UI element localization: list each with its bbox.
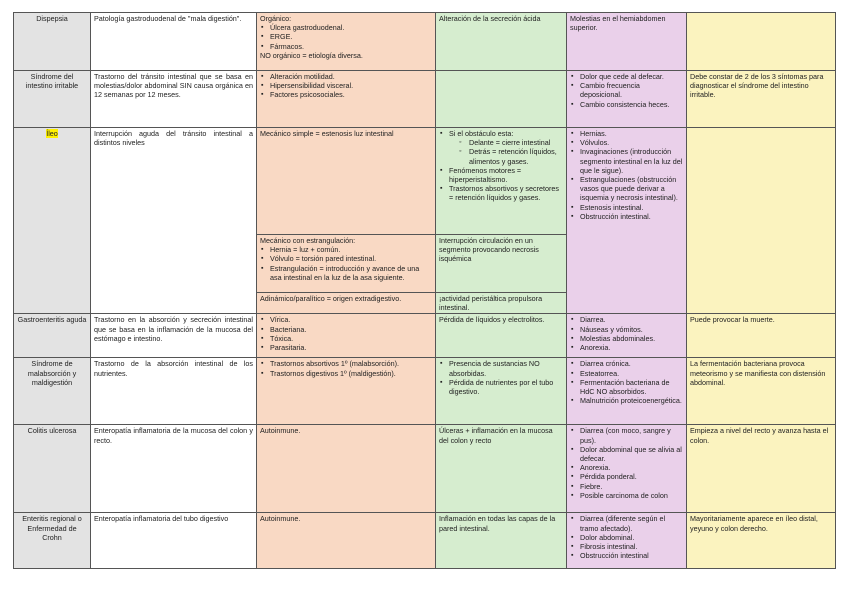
causes-strangulation <box>257 235 435 293</box>
causes-cell <box>257 358 436 425</box>
causes-tail: NO orgánico = etiología diversa. <box>260 50 363 60</box>
pathophysiology-cell: Úlceras + inflamación en la mucosa del colon y recto <box>436 425 567 513</box>
list-item: ▪ Fibrosis intestinal. <box>580 542 683 551</box>
disease-name: Síndrome del intestino irritable <box>14 71 91 128</box>
list-item: ▪ Cambio frecuencia deposicional. <box>580 81 683 99</box>
definition-cell: Enteropatía inflamatoria de la mucosa del colon y recto. <box>91 425 257 513</box>
clinical-cell <box>567 513 687 569</box>
notes-cell <box>687 128 836 314</box>
clinical-list <box>570 315 683 352</box>
list-item: ▪ Fiebre. <box>580 482 683 491</box>
list-item <box>449 129 563 166</box>
definition-cell: Trastorno de la absorción intestinal de los nutrientes. <box>91 358 257 425</box>
causes-list <box>260 315 432 352</box>
pathophysiology-adynamic: ¡actividad peristáltica propulsora intestinal. <box>439 294 543 313</box>
notes-cell: Empieza a nivel del recto y avanza hasta el colon. <box>687 425 836 513</box>
list-item: ▪ Diarrea crónica. <box>580 359 683 368</box>
disease-name: Dispepsia <box>14 13 91 71</box>
causes-simple: Mecánico simple = estenosis luz intestinal <box>257 128 435 235</box>
notes-cell: Debe constar de 2 de los 3 síntomas para diagnosticar el síndrome del intestino irritable. <box>687 71 836 128</box>
causes-cell: Autoinmune. <box>257 513 436 569</box>
causes-adynamic: Adinámico/paralítico = origen extradigestivo. <box>260 294 402 303</box>
causes-cell <box>257 71 436 128</box>
list-item: ▪ Esteatorrea. <box>580 369 683 378</box>
causes-cell <box>257 128 436 314</box>
list-item: ▪ Invaginaciones (introducción segmento intestinal en la luz del que le sigue). <box>580 147 683 175</box>
table-row <box>14 71 836 128</box>
list-item: ▪ Fármacos. <box>270 42 432 51</box>
disease-name <box>14 128 91 314</box>
list-item: ▪ Cambio consistencia heces. <box>580 100 683 109</box>
pathophysiology-list <box>439 129 563 166</box>
pathophysiology-list <box>439 166 563 203</box>
causes-list <box>260 72 432 100</box>
pathophysiology-cell: Pérdida de líquidos y electrolitos. <box>436 314 567 358</box>
list-item: ▪ Hipersensibilidad visceral. <box>270 81 432 90</box>
clinical-list <box>570 426 683 500</box>
disease-name: Gastroenteritis aguda <box>14 314 91 358</box>
table-row <box>14 314 836 358</box>
document-page <box>13 12 836 569</box>
table-row <box>14 358 836 425</box>
definition-cell: Patología gastroduodenal de "mala digestión". <box>91 13 257 71</box>
pathophysiology-simple <box>436 128 566 235</box>
list-item: ▪ Pérdida de nutrientes por el tubo digestivo. <box>449 378 563 396</box>
list-item: ▪ Factores psicosociales. <box>270 90 432 99</box>
pathophysiology-strangulation: Interrupción circulación en un segmento provocando necrosis isquémica <box>436 235 566 293</box>
highlighted-name: Íleo <box>46 129 58 138</box>
causes-cell: Autoinmune. <box>257 425 436 513</box>
clinical-cell <box>567 314 687 358</box>
table-row <box>14 13 836 71</box>
list-item-text: Si el obstáculo esta: <box>449 129 514 138</box>
table-row <box>14 425 836 513</box>
pathophysiology-cell <box>436 71 567 128</box>
clinical-list <box>570 359 683 405</box>
list-item: ▪ Úlcera gastroduodenal. <box>270 23 432 32</box>
list-item: ▪ Anorexia. <box>580 463 683 472</box>
list-item: ▪ Obstrucción intestinal. <box>580 212 683 221</box>
pathophysiology-cell <box>436 358 567 425</box>
list-item: ▪ Fermentación bacteriana de HdC NO absorbidos. <box>580 378 683 396</box>
pathophysiology-cell <box>436 128 567 314</box>
clinical-cell <box>567 358 687 425</box>
clinical-list <box>570 129 683 221</box>
list-item: ◦ Delante = cierre intestinal <box>469 138 563 147</box>
list-item: ▪ Trastornos absortivos 1º (malabsorción). <box>270 359 432 368</box>
list-item: ▪ Molestias abdominales. <box>580 334 683 343</box>
clinical-list <box>570 72 683 109</box>
causes-list <box>260 23 432 51</box>
list-item: ▪ Náuseas y vómitos. <box>580 325 683 334</box>
notes-cell: Puede provocar la muerte. <box>687 314 836 358</box>
clinical-cell: Molestias en el hemiabdomen superior. <box>567 13 687 71</box>
clinical-cell <box>567 128 687 314</box>
notes-cell <box>687 13 836 71</box>
list-item: ▪ Estrangulación = introducción y avance de una asa intestinal en la luz de la asa siguiente. <box>270 264 432 282</box>
causes-list <box>260 359 432 377</box>
disease-name: Síndrome de malabsorción y maldigestión <box>14 358 91 425</box>
causes-cell <box>257 314 436 358</box>
definition-cell: Trastorno en la absorción y secreción intestinal que se basa en la inflamación de la mucosa del estómago e intestino. <box>91 314 257 358</box>
list-item: ▪ Vólvulos. <box>580 138 683 147</box>
clinical-cell <box>567 425 687 513</box>
list-item: ▪ Trastornos digestivos 1º (maldigestión). <box>270 369 432 378</box>
pathophysiology-cell: Inflamación en todas las capas de la pared intestinal. <box>436 513 567 569</box>
list-item: ▪ Posible carcinoma de colon <box>580 491 683 500</box>
notes-cell: Mayoritariamente aparece en íleo distal, yeyuno y colon derecho. <box>687 513 836 569</box>
pathophysiology-list <box>439 359 563 396</box>
list-item: ▪ ERGE. <box>270 32 432 41</box>
list-item: ▪ Bacteriana. <box>270 325 432 334</box>
list-item: ▪ Parasitaria. <box>270 343 432 352</box>
list-item: ▪ Diarrea. <box>580 315 683 324</box>
list-item: ▪ Malnutrición proteicoenergética. <box>580 396 683 405</box>
causes-heading: Orgánico: <box>260 14 292 23</box>
list-item: ▪ Dolor que cede al defecar. <box>580 72 683 81</box>
pathophysiology-cell: Alteración de la secreción ácida <box>436 13 567 71</box>
definition-cell: Trastorno del tránsito intestinal que se basa en molestias/dolor abdominal SIN causa orgánica en 12 semanas por 12 meses. <box>91 71 257 128</box>
causes-cell <box>257 13 436 71</box>
disease-name: Enteritis regional o Enfermedad de Crohn <box>14 513 91 569</box>
definition-cell: Enteropatía inflamatoria del tubo digestivo <box>91 513 257 569</box>
list-item: ▪ Vírica. <box>270 315 432 324</box>
causes-list <box>260 245 432 282</box>
list-item: ▪ Obstrucción intestinal <box>580 551 683 560</box>
table-row <box>14 513 836 569</box>
clinical-list <box>570 514 683 560</box>
definition-cell: Interrupción aguda del tránsito intestinal a distintos niveles <box>91 128 257 314</box>
list-item: ▪ Dolor abdominal. <box>580 533 683 542</box>
list-item: ▪ Tóxica. <box>270 334 432 343</box>
list-item: ▪ Trastornos absortivos y secretores = retención líquidos y gases. <box>449 184 563 202</box>
causes-heading: Mecánico con estrangulación: <box>260 236 356 245</box>
pathology-table <box>13 12 836 569</box>
list-item: ▪ Estenosis intestinal. <box>580 203 683 212</box>
list-item: ▪ Anorexia. <box>580 343 683 352</box>
list-item: ▪ Presencia de sustancias NO absorbidas. <box>449 359 563 377</box>
list-item: ▪ Fenómenos motores = hiperperistaltismo. <box>449 166 563 184</box>
list-item: ▪ Hernias. <box>580 129 683 138</box>
clinical-cell <box>567 71 687 128</box>
table-row <box>14 128 836 314</box>
list-item: ▪ Vólvulo = torsión pared intestinal. <box>270 254 432 263</box>
list-item: ▪ Diarrea (diferente según el tramo afectado). <box>580 514 683 532</box>
sub-list <box>449 138 563 166</box>
list-item: ▪ Diarrea (con moco, sangre y pus). <box>580 426 683 444</box>
disease-name: Colitis ulcerosa <box>14 425 91 513</box>
list-item: ▪ Dolor abdominal que se alivia al defecar. <box>580 445 683 463</box>
notes-cell: La fermentación bacteriana provoca meteorismo y se manifiesta con distensión abdominal. <box>687 358 836 425</box>
list-item: ▪ Alteración motilidad. <box>270 72 432 81</box>
list-item: ▪ Hernia = luz + común. <box>270 245 432 254</box>
list-item: ▪ Estrangulaciones (obstrucción vasos que puede derivar a isquemia y necrosis intestinal). <box>580 175 683 203</box>
list-item: ▪ Pérdida ponderal. <box>580 472 683 481</box>
list-item: ◦ Detrás = retención líquidos, alimentos y gases. <box>469 147 563 165</box>
